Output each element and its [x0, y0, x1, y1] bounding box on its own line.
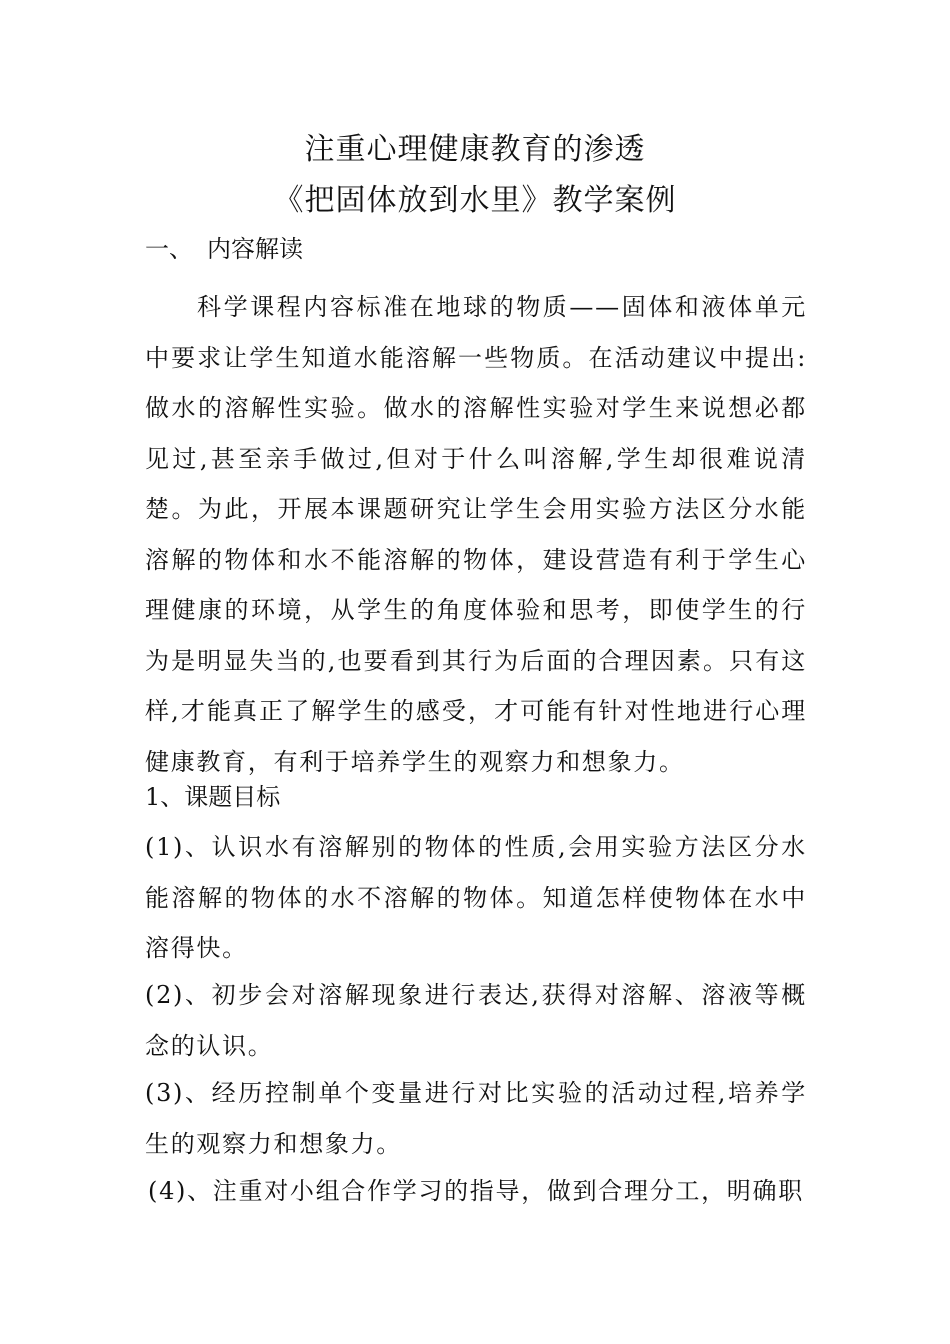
goals-heading: 1、课题目标 — [145, 783, 281, 811]
section-heading — [145, 232, 303, 266]
document-subtitle: 《把固体放到水里》教学案例 — [273, 183, 677, 218]
section-number: 一、 — [145, 235, 193, 263]
section-title: 内容解读 — [207, 235, 303, 263]
goal-item: (2)、初步会对溶解现象进行表达,获得对溶解、溶液等概念的认识。 — [145, 981, 807, 1060]
goal-item: (1)、认识水有溶解别的物体的性质,会用实验方法区分水能溶解的物体的水不溶解的物体。知道怎样使物体在水中溶得快。 — [145, 833, 807, 962]
goal-item: (4)、注重对小组合作学习的指导，做到合理分工，明确职 — [148, 1177, 804, 1205]
document-title: 注重心理健康教育的渗透 — [304, 132, 646, 167]
goal-item: (3)、经历控制单个变量进行对比实验的活动过程,培养学生的观察力和想象力。 — [145, 1079, 807, 1158]
content-paragraph: 科学课程内容标准在地球的物质——固体和液体单元中要求让学生知道水能溶解一些物质。在活动建议中提出:做水的溶解性实验。做水的溶解性实验对学生来说想必都见过,甚至亲手做过,但对于什么叫溶解,学生却很难说清楚。为此，开展本课题研究让学生会用实验方法区分水能溶解的物体和水不能溶解的物体，建设营造有利于学生心理健康的环境，从学生的角度体验和思考，即使学生的行为是明显失当的,也要看到其行为后面的合理因素。只有这样,才能真正了解学生的感受，才可能有针对性地进行心理健康教育，有利于培养学生的观察力和想象力。 — [145, 293, 807, 776]
